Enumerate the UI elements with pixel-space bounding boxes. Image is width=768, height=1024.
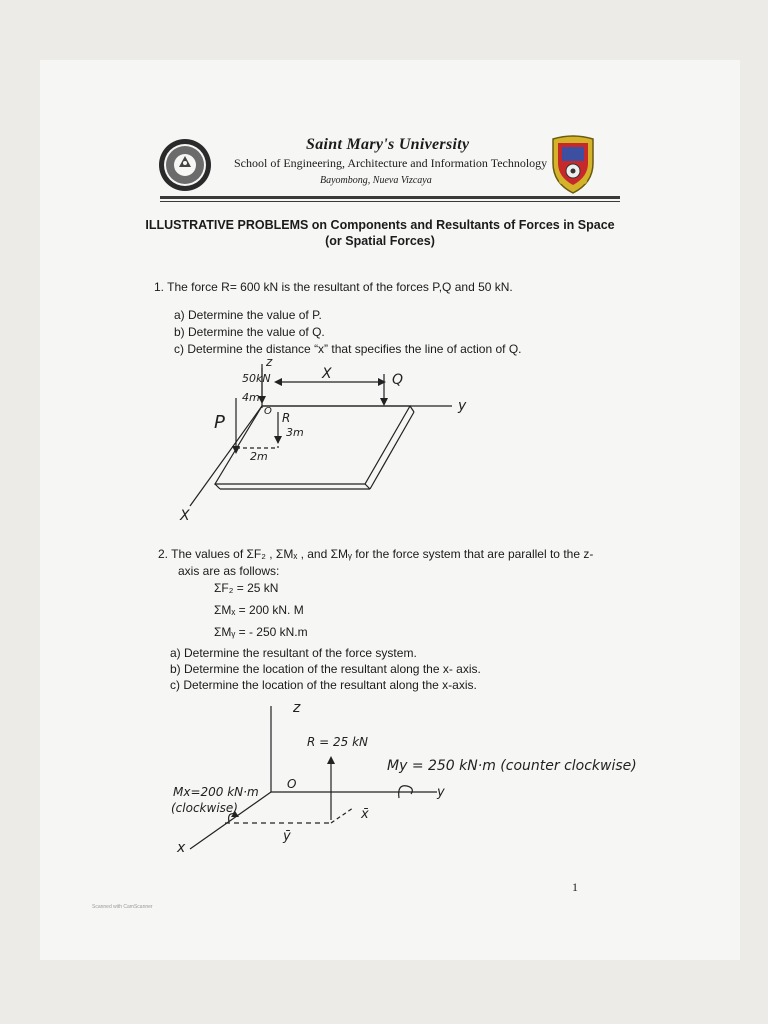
figure-2-force-system-diagram [165,694,640,859]
header-divider [160,196,620,199]
problem-1-part-a: a) Determine the value of P. [174,308,322,322]
fig1-x-dimension-label: X [322,366,332,382]
problem-2-sum-my: ΣMᵧ = - 250 kN.m [214,625,308,639]
university-name: Saint Mary's University [306,136,470,153]
fig2-resultant-label: R = 25 kN [307,735,369,749]
fig2-mx-direction-label: (clockwise) [171,801,238,815]
title-line-2: (or Spatial Forces) [325,234,435,248]
fig1-r-label: R [282,411,291,425]
university-seal-icon [157,137,213,193]
scanner-watermark: Scanned with CamScanner [92,904,153,910]
title-line-1: ILLUSTRATIVE PROBLEMS on Components and Resultants of Forces in Space [145,218,615,232]
header-divider-thin [160,201,620,202]
page-number: 1 [572,880,578,894]
fig1-origin-label: O [264,406,272,417]
fig1-z-label: z [266,356,273,369]
fig2-ybar-label: ȳ [283,829,291,844]
fig1-y-label: y [458,398,467,414]
fig1-p-label: P [214,412,225,433]
fig2-mx-label: Mx=200 kN·m [173,785,259,799]
fig2-y-label: y [437,785,445,800]
problem-2-part-a: a) Determine the resultant of the force system. [170,646,417,660]
fig1-x-axis-label: X [180,508,190,524]
fig1-q-label: Q [392,372,404,388]
problem-2-sum-fz: ΣF₂ = 25 kN [214,581,279,595]
fig1-3m-label: 3m [286,426,304,439]
fig2-my-label: My = 250 kN·m (counter clockwise) [387,758,637,774]
problem-1-part-b: b) Determine the value of Q. [174,325,325,339]
fig1-2m-label: 2m [250,450,268,463]
problem-2-statement-line-1: 2. The values of ΣF₂ , ΣMₓ , and ΣMᵧ for the force system that are parallel to the z- [158,547,594,561]
problem-2-sum-mx: ΣMₓ = 200 kN. M [214,603,304,617]
problem-2-part-c: c) Determine the location of the resultant along the x-axis. [170,678,477,692]
problem-1-statement: 1. The force R= 600 kN is the resultant of the forces P,Q and 50 kN. [154,280,513,294]
fig2-xbar-label: x̄ [361,807,369,822]
fig1-50kn-label: 50kN [242,372,271,385]
fig2-z-label: z [293,700,301,716]
problem-2-part-b: b) Determine the location of the resultant along the x- axis. [170,662,481,676]
seaitt-crest-icon [548,133,598,195]
figure-1-plate-diagram [170,356,500,526]
school-name: School of Engineering, Architecture and Information Technology [234,156,548,170]
campus-location: Bayombong, Nueva Vizcaya [320,175,432,186]
problem-1-part-c: c) Determine the distance “x” that specifies the line of action of Q. [174,342,522,356]
fig1-4m-label: 4m [242,391,260,404]
fig2-x-label: x [177,840,186,856]
page-title [130,217,630,249]
problem-2-statement-line-2: axis are as follows: [178,564,280,578]
fig2-origin-label: O [287,777,297,791]
